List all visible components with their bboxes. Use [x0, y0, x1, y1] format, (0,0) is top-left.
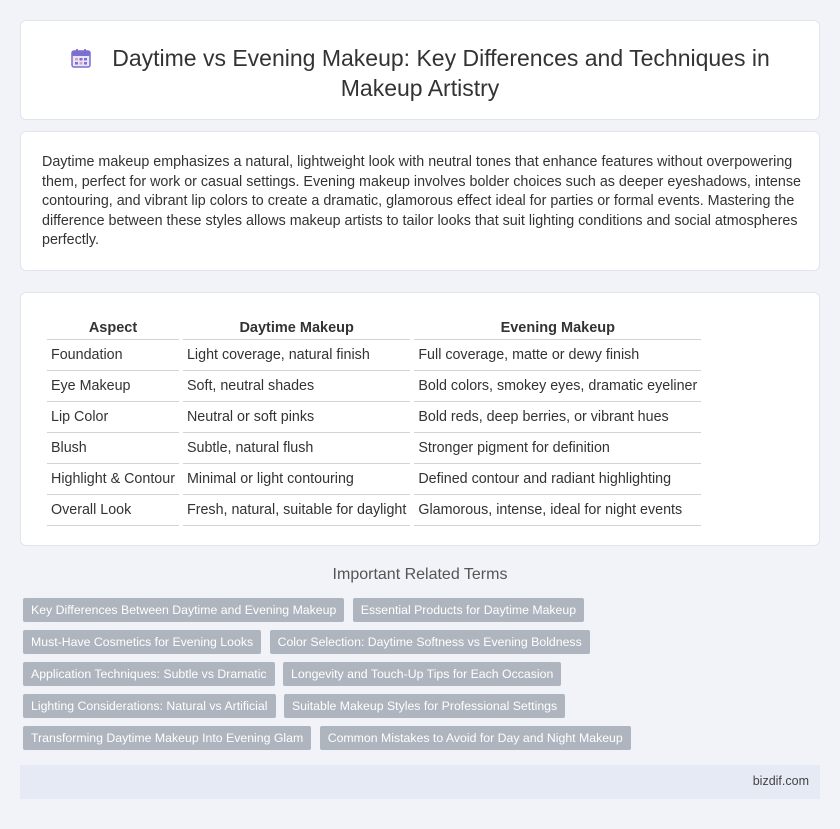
table-cell: Light coverage, natural finish: [183, 340, 410, 371]
table-cell: Fresh, natural, suitable for daylight: [183, 495, 410, 526]
table-cell: Highlight & Contour: [47, 464, 179, 495]
related-term-tag[interactable]: Key Differences Between Daytime and Evening Makeup: [23, 598, 344, 622]
column-header-daytime: Daytime Makeup: [183, 315, 410, 340]
table-row: [47, 433, 701, 464]
related-term-tag[interactable]: Color Selection: Daytime Softness vs Evening Boldness: [270, 630, 590, 654]
table-cell: Foundation: [47, 340, 179, 371]
table-cell: Overall Look: [47, 495, 179, 526]
table-row: [47, 402, 701, 433]
table-row: [47, 371, 701, 402]
page-title: Daytime vs Evening Makeup: Key Differences and Techniques in Makeup Artistry: [112, 45, 770, 101]
footer-brand[interactable]: bizdif.com: [752, 774, 809, 788]
header-card: [20, 20, 820, 120]
table-cell: Lip Color: [47, 402, 179, 433]
related-term-tag[interactable]: Common Mistakes to Avoid for Day and Night Makeup: [320, 726, 631, 750]
related-term-tag[interactable]: Lighting Considerations: Natural vs Artificial: [23, 694, 276, 718]
table-cell: Soft, neutral shades: [183, 371, 410, 402]
related-term-tag[interactable]: Must-Have Cosmetics for Evening Looks: [23, 630, 261, 654]
column-header-evening: Evening Makeup: [414, 315, 701, 340]
table-cell: Defined contour and radiant highlighting: [414, 464, 701, 495]
table-cell: Neutral or soft pinks: [183, 402, 410, 433]
table-cell: Bold colors, smokey eyes, dramatic eyeliner: [414, 371, 701, 402]
table-cell: Eye Makeup: [47, 371, 179, 402]
table-cell: Subtle, natural flush: [183, 433, 410, 464]
table-header-row: [47, 315, 701, 340]
table-cell: Stronger pigment for definition: [414, 433, 701, 464]
calendar-icon: [70, 47, 92, 69]
related-term-tag[interactable]: Transforming Daytime Makeup Into Evening Glam: [23, 726, 311, 750]
table-cell: Glamorous, intense, ideal for night events: [414, 495, 701, 526]
intro-paragraph: Daytime makeup emphasizes a natural, lightweight look with neutral tones that enhance features without overpowering them, perfect for work or casual settings. Evening makeup involves bolder choices such as deeper eyeshadows, intense contouring, and vibrant lip colors to create a dramatic, glamorous effect ideal for parties or formal events. Mastering the difference between these styles allows makeup artists to tailor looks that suit lighting conditions and social atmospheres perfectly.: [42, 154, 801, 249]
related-term-tag[interactable]: Longevity and Touch-Up Tips for Each Occasion: [283, 662, 561, 686]
intro-card: [20, 131, 820, 271]
table-row: [47, 464, 701, 495]
related-term-tag[interactable]: Essential Products for Daytime Makeup: [353, 598, 584, 622]
comparison-table: [43, 315, 705, 526]
footer: [20, 765, 820, 799]
table-cell: Full coverage, matte or dewy finish: [414, 340, 701, 371]
related-terms-title: Important Related Terms: [332, 566, 508, 583]
table-row: [47, 495, 701, 526]
page-title-wrap: [61, 43, 779, 103]
table-cell: Bold reds, deep berries, or vibrant hues: [414, 402, 701, 433]
table-row: [47, 340, 701, 371]
column-header-aspect: Aspect: [47, 315, 179, 340]
related-term-tag[interactable]: Suitable Makeup Styles for Professional Settings: [284, 694, 565, 718]
table-cell: Minimal or light contouring: [183, 464, 410, 495]
comparison-card: [20, 292, 820, 546]
related-terms-list: [23, 598, 813, 758]
table-cell: Blush: [47, 433, 179, 464]
related-term-tag[interactable]: Application Techniques: Subtle vs Dramatic: [23, 662, 275, 686]
